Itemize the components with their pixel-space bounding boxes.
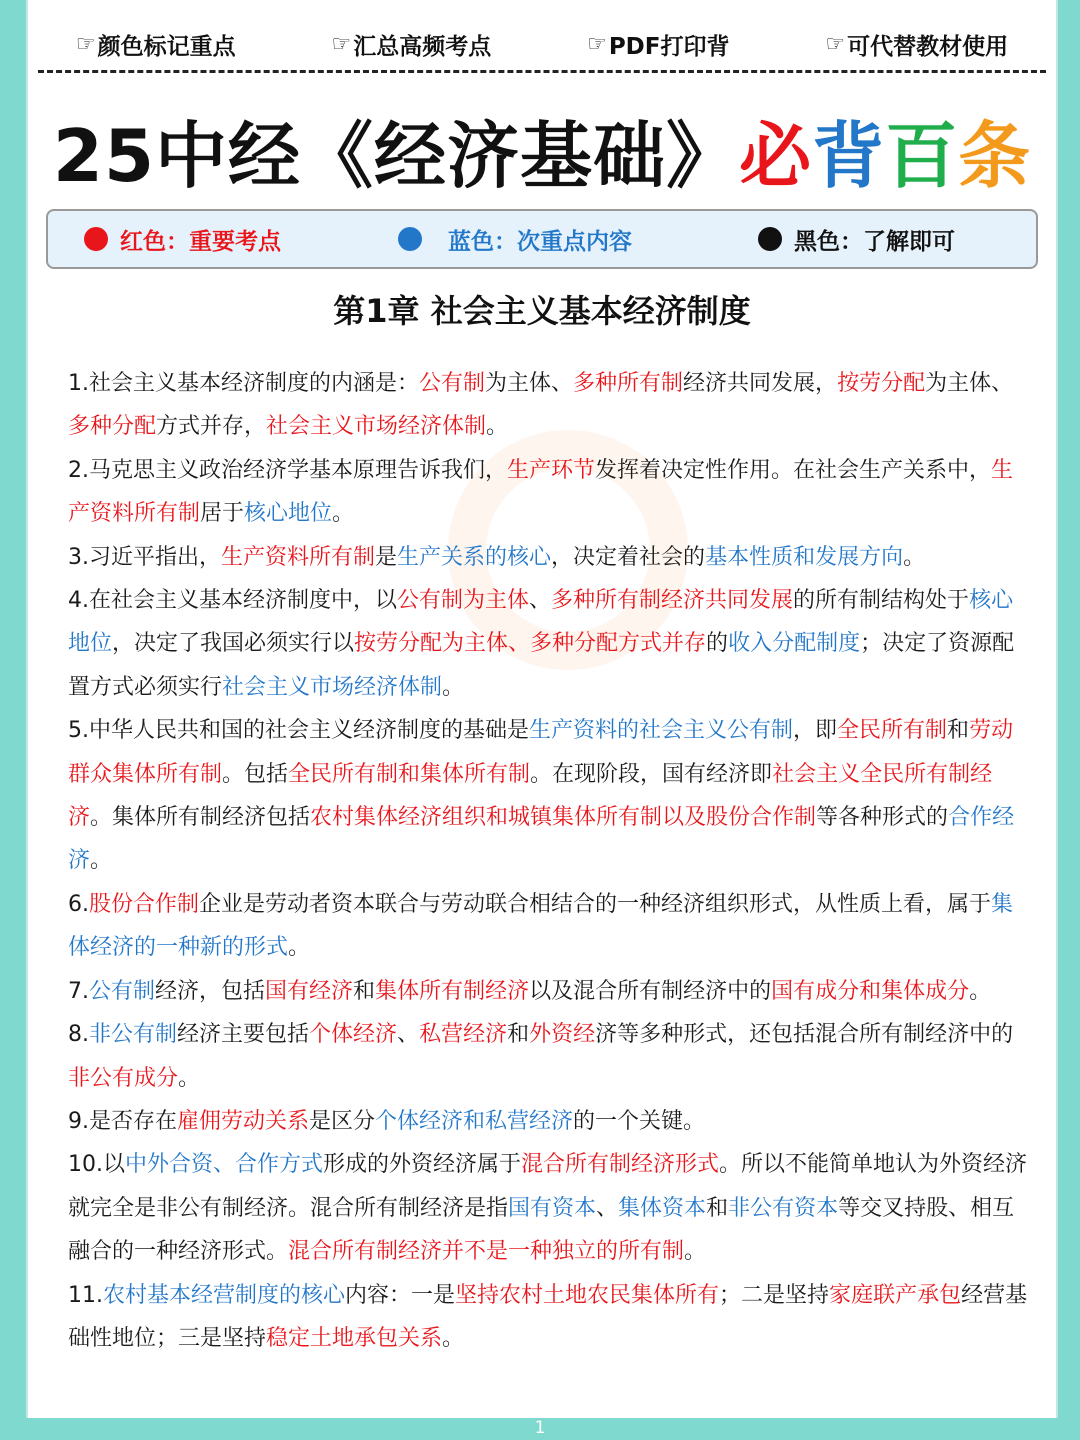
black-dot-icon — [758, 227, 782, 251]
point-text: ；决定了资源配置方式必须实行 — [68, 631, 1015, 700]
key-point-text: 农村集体经济组织和城镇集体所有制以及股份合作制 — [310, 805, 817, 831]
point-text: 的 — [706, 631, 729, 657]
point-text: 1.社会主义基本经济制度的内涵是： — [68, 371, 419, 396]
point-text: 5.中华人民共和国的社会主义经济制度的基础是 — [68, 718, 529, 744]
point-text: 为主体、 — [925, 371, 1014, 396]
study-point — [68, 579, 1028, 709]
point-text: 。 — [178, 1065, 201, 1091]
legend-item-blue — [398, 223, 632, 256]
secondary-point-text: 国有资本 — [508, 1195, 597, 1221]
study-point — [68, 1274, 1028, 1361]
key-point-text: 外资经 — [529, 1022, 596, 1048]
secondary-point-text: 核心地位 — [244, 501, 333, 527]
secondary-point-text: 非公有资本 — [728, 1195, 839, 1221]
secondary-point-text: 非公有制 — [89, 1022, 178, 1048]
secondary-point-text: 社会主义市场经济体制 — [222, 674, 443, 700]
key-point-text: 公有制为主体 — [397, 588, 530, 614]
point-text: ，即 — [793, 718, 838, 744]
chapter-title: 第1章 社会主义基本经济制度 — [333, 292, 751, 330]
key-point-text: 生产资料所有制 — [68, 457, 1014, 527]
point-text: 形成的外资经济属于 — [323, 1152, 522, 1178]
key-point-text: 劳动群众集体所有制 — [68, 718, 1014, 787]
point-text: 方式并存， — [156, 414, 267, 440]
key-point-text: 集体所有制经济 — [375, 978, 530, 1004]
key-point-text: 按劳分配 — [837, 371, 926, 396]
study-point — [68, 362, 1028, 449]
key-point-text: 公有制 — [419, 371, 486, 396]
legend-label: 红色：重要考点 — [120, 228, 281, 255]
study-point — [68, 1143, 1028, 1273]
key-point-text: 全民所有制 — [837, 718, 948, 744]
point-text: 。集体所有制经济包括 — [90, 805, 311, 831]
feature-tag-label: 颜色标记重点 — [97, 33, 236, 60]
feature-tag — [76, 28, 236, 61]
pointing-hand-icon: ☞ — [75, 31, 96, 57]
point-text: 企业是劳动者资本联合与劳动联合相结合的一种经济组织形式，从性质上看，属于 — [199, 891, 992, 917]
point-text: 、 — [596, 1195, 619, 1221]
secondary-point-text: 收入分配制度 — [728, 631, 861, 657]
key-point-text: 社会主义市场经济体制 — [266, 414, 487, 440]
point-text: 。 — [332, 501, 355, 527]
key-point-text: 多种所有制经济共同发展 — [551, 588, 794, 614]
title-char-blue: 背 — [812, 114, 886, 198]
point-text: 内容：一是 — [345, 1282, 456, 1308]
point-text: 。 — [486, 414, 509, 440]
key-point-text: 国有成分和集体成分 — [771, 978, 970, 1004]
point-text: 等交叉持股、相互融合的一种经济形式。 — [68, 1195, 1015, 1265]
point-text: ，决定着社会的 — [551, 544, 706, 570]
feature-tag-label: 可代替教材使用 — [847, 33, 1009, 60]
key-point-text: 国有经济 — [265, 978, 354, 1004]
secondary-point-text: 生产关系的核心 — [397, 544, 552, 570]
point-text: 3.习近平指出， — [68, 544, 221, 570]
point-text: 和 — [353, 978, 376, 1004]
feature-tag-label: 汇总高频考点 — [353, 33, 492, 60]
point-text: 的所有制结构处于 — [793, 588, 970, 614]
key-point-text: 混合所有制经济并不是一种独立的所有制 — [288, 1239, 685, 1265]
page-title — [28, 98, 1056, 198]
point-text: ，决定了我国必须实行以 — [112, 631, 355, 657]
secondary-point-text: 农村基本经营制度的核心 — [103, 1282, 346, 1308]
key-point-text: 社会主义全民所有制经济 — [68, 761, 993, 831]
study-point — [68, 1100, 1028, 1143]
legend-label: 蓝色：次重点内容 — [448, 228, 632, 255]
key-point-text: 多种分配 — [68, 414, 157, 440]
point-text: 。 — [288, 935, 311, 961]
point-text: 11. — [68, 1282, 103, 1308]
point-text: 、 — [397, 1022, 420, 1048]
point-text: 7. — [68, 978, 89, 1004]
point-text: 是区分 — [309, 1108, 376, 1134]
feature-tag — [825, 28, 1008, 61]
feature-tag — [332, 28, 492, 61]
key-point-text: 非公有成分 — [68, 1065, 179, 1091]
point-text: 发挥着决定性作用。在社会生产关系中， — [595, 457, 992, 483]
point-text: 。在现阶段，国有经济即 — [530, 761, 773, 787]
point-text: 等各种形式的 — [816, 805, 949, 831]
key-point-text: 家庭联产承包 — [829, 1282, 962, 1308]
study-point — [68, 1013, 1028, 1100]
key-point-text: 多种所有制 — [573, 371, 684, 396]
red-dot-icon — [84, 227, 108, 251]
point-text: 和 — [947, 718, 970, 744]
point-text: 经营基础性地位；三是坚持 — [68, 1282, 1028, 1351]
point-text: 。所以不能简单地认为外资经济就完全是非公有制经济。混合所有制经济是指 — [68, 1152, 1028, 1221]
study-point — [68, 536, 1028, 579]
title-char-green: 百 — [885, 114, 959, 198]
point-text: 6. — [68, 891, 89, 917]
point-text: 的一个关键。 — [573, 1108, 706, 1134]
key-point-text: 个体经济 — [309, 1022, 398, 1048]
pointing-hand-icon: ☞ — [825, 31, 846, 57]
secondary-point-text: 公有制 — [89, 978, 156, 1004]
secondary-point-text: 核心地位 — [68, 588, 1014, 657]
key-point-text: 雇佣劳动关系 — [177, 1108, 310, 1134]
point-text: 是 — [375, 544, 398, 570]
point-text: 。 — [90, 848, 113, 874]
pointing-hand-icon: ☞ — [587, 31, 607, 57]
title-char-red: 必 — [739, 114, 813, 198]
point-text: 。 — [903, 544, 926, 570]
point-text: 经济共同发展， — [683, 371, 838, 396]
key-point-text: 私营经济 — [419, 1022, 508, 1048]
legend-item-black — [758, 223, 955, 256]
point-text: 和 — [706, 1195, 729, 1221]
secondary-point-text: 中外合资、合作方式 — [125, 1152, 324, 1178]
secondary-point-text: 基本性质和发展方向 — [705, 544, 904, 570]
pointing-hand-icon: ☞ — [331, 31, 352, 57]
document-page — [26, 0, 1058, 1418]
point-text: 9.是否存在 — [68, 1108, 177, 1134]
point-text: 。 — [684, 1239, 707, 1265]
key-point-text: 坚持农村土地农民集体所有 — [455, 1282, 720, 1308]
point-text: 4.在社会主义基本经济制度中，以 — [68, 588, 397, 614]
title-char-orange: 条 — [958, 114, 1032, 198]
key-point-text: 全民所有制和集体所有制 — [288, 761, 531, 787]
legend-item-red — [84, 223, 281, 256]
study-point — [68, 883, 1028, 970]
blue-dot-icon — [398, 227, 422, 251]
title-prefix: 25中经《经济基础》 — [52, 114, 740, 198]
point-text: 和 — [507, 1022, 530, 1048]
point-text: 。 — [969, 978, 992, 1004]
secondary-point-text: 个体经济和私营经济 — [375, 1108, 574, 1134]
study-points — [68, 362, 1028, 1360]
page-number: 1 — [534, 1418, 546, 1438]
secondary-point-text: 集体资本 — [618, 1195, 707, 1221]
study-point — [68, 449, 1028, 536]
dashed-divider — [38, 70, 1046, 73]
secondary-point-text: 生产资料的社会主义公有制 — [529, 718, 794, 744]
secondary-point-text: 合作经济 — [68, 805, 1015, 874]
point-text: 。包括 — [222, 761, 289, 787]
point-text: 。 — [442, 1325, 465, 1351]
key-point-text: 股份合作制 — [89, 891, 200, 917]
point-text: 经济主要包括 — [177, 1022, 310, 1048]
key-point-text: 稳定土地承包关系 — [266, 1325, 443, 1351]
point-text: 经济，包括 — [155, 978, 266, 1004]
point-text: 。 — [442, 674, 465, 700]
point-text: 以及混合所有制经济中的 — [529, 978, 772, 1004]
key-point-text: 生产环节 — [507, 457, 596, 483]
feature-tag-label: PDF打印背 — [608, 33, 730, 60]
point-text: 8. — [68, 1022, 89, 1048]
feature-tag — [587, 28, 729, 61]
point-text: 居于 — [200, 501, 245, 527]
point-text: 2.马克思主义政治经济学基本原理告诉我们， — [68, 457, 507, 483]
study-point — [68, 709, 1028, 883]
legend-label: 黑色：了解即可 — [794, 228, 955, 255]
point-text: ；二是坚持 — [719, 1282, 830, 1308]
point-text: 为主体、 — [485, 371, 574, 396]
feature-tags — [28, 22, 1056, 66]
point-text: 、 — [529, 588, 552, 614]
secondary-point-text: 集体经济的一种新的形式 — [68, 891, 1014, 961]
key-point-text: 生产资料所有制 — [221, 544, 376, 570]
point-text: 济等多种形式，还包括混合所有制经济中的 — [595, 1022, 1014, 1048]
study-point — [68, 970, 1028, 1013]
key-point-text: 混合所有制经济形式 — [521, 1152, 720, 1178]
point-text: 10.以 — [68, 1152, 125, 1178]
color-legend — [46, 209, 1038, 269]
key-point-text: 按劳分配为主体、多种分配方式并存 — [354, 631, 707, 657]
